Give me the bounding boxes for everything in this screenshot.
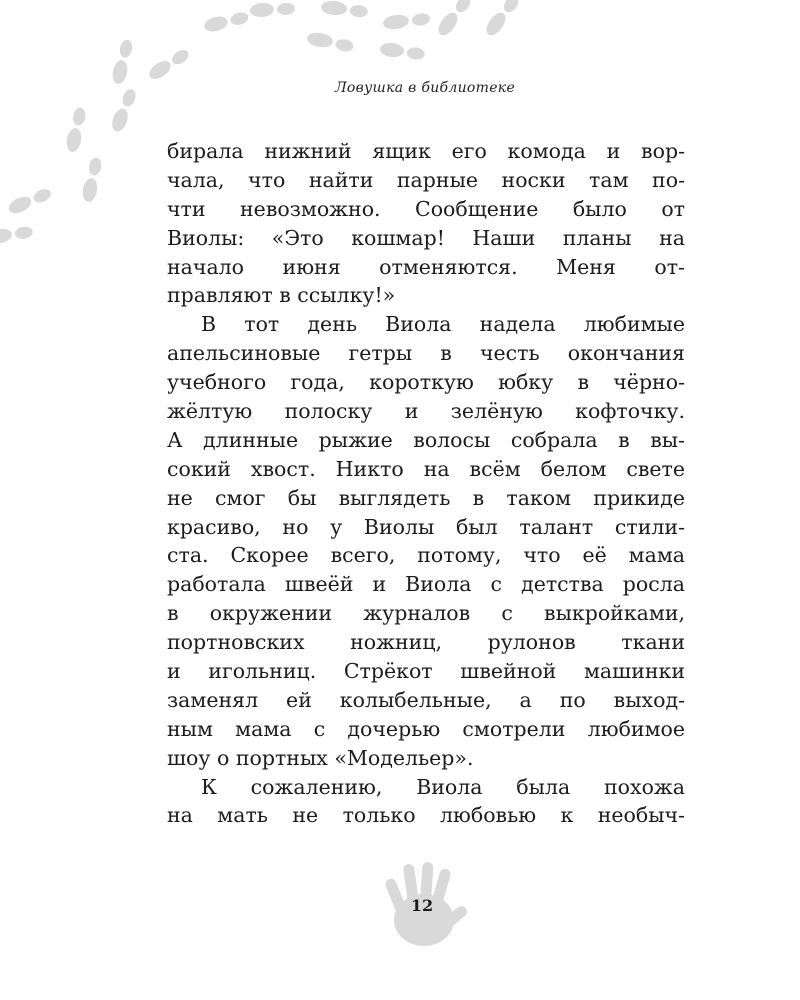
footprint-icon [111, 38, 134, 85]
text-line: чти невозможно. Сообщение было от [167, 196, 685, 221]
text-line: ста. Скорее всего, потому, что её мама [167, 543, 685, 568]
text-line: и игольниц. Стрёкот швейной машинки [167, 659, 685, 684]
footprint-icon [81, 156, 103, 203]
text-line: в окружении журналов с выкройками, [167, 601, 685, 626]
text-line: заменял ей колыбельные, а по выход- [167, 687, 685, 712]
footprint-icon [435, 0, 473, 39]
text-line: В тот день Виола надела любимые [201, 312, 685, 337]
text-line: работала швеёй и Виола с детства росла [167, 572, 685, 597]
text-line: сокий хвост. Никто на всём белом свете [167, 456, 685, 481]
footprint-icon [249, 0, 295, 18]
text-line: апельсиновые гетры в честь окончания [167, 341, 685, 366]
text-line: шоу о портных «Модельер». [167, 745, 474, 770]
text-line: бирала нижний ящик его комода и вор- [167, 139, 685, 163]
text-line: ным мама с дочерью смотрели любимое [167, 716, 685, 741]
text-line: учебного года, короткую юбку в чёрно- [167, 370, 685, 395]
footprint-icon [0, 223, 34, 245]
text-line: чала, что найти парные носки там по- [167, 167, 685, 192]
footprint-icon [379, 42, 425, 61]
footprint-icon [6, 185, 53, 217]
footprint-icon [483, 0, 521, 39]
footprint-icon [320, 0, 368, 18]
text-line: К сожалению, Виола была похожа [201, 774, 685, 799]
text-line: портновских ножниц, рулонов ткани [167, 630, 685, 655]
footprint-icon [382, 10, 430, 30]
text-line: А длинные рыжие волосы собрала в вы- [167, 427, 685, 452]
page-body [167, 137, 685, 830]
text-line: красиво, но у Виолы был талант стили- [167, 514, 685, 539]
text-line: на мать не только любовью к необыч- [167, 803, 685, 828]
footprint-icon [146, 45, 191, 82]
footprint-icon [65, 106, 87, 153]
text-line: правляют в ссылку!» [167, 283, 396, 308]
page-number: 12 [410, 896, 434, 915]
footprint-icon [306, 31, 355, 53]
text-line: Виолы: «Это кошмар! Наши планы на [167, 225, 685, 250]
text-line: не смог бы выглядеть в таком прикиде [167, 485, 685, 510]
text-line: начало июня отменяются. Меня от- [167, 254, 685, 279]
text-line: жёлтую полоску и зелёную кофточку. [167, 399, 685, 424]
running-title: Ловушка в библиотеке [334, 80, 516, 96]
footprint-icon [203, 9, 250, 34]
